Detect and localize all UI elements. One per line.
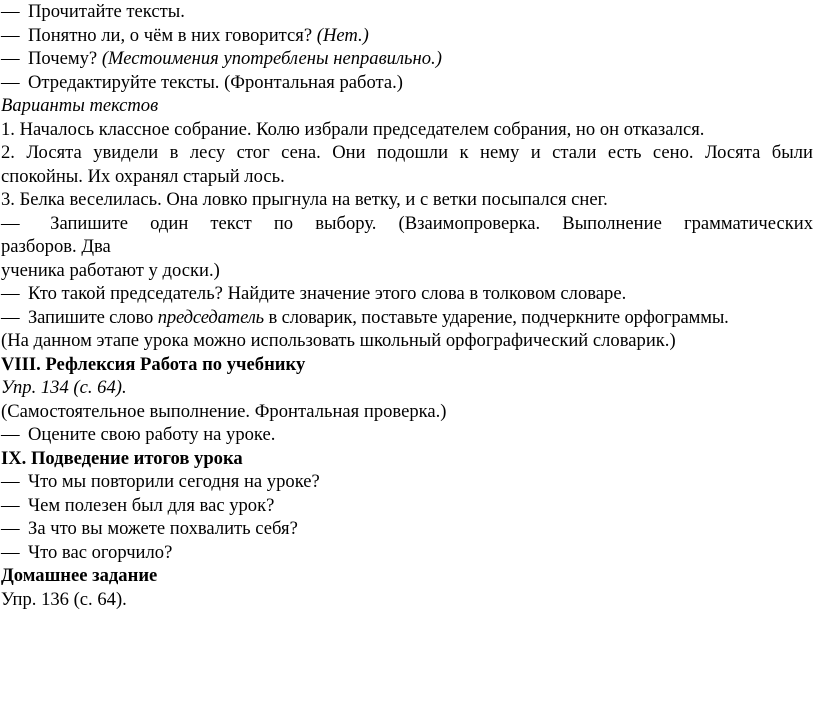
instruction-write-line-3: ученика работают у доски.) — [1, 259, 220, 281]
dash: — — [1, 1, 20, 22]
dash: — — [1, 424, 20, 445]
instruction-edit — [1, 71, 813, 95]
instruction-read-text: Прочитайте тексты. — [28, 1, 185, 22]
text-variant-2-line-2: спокойны. Их охранял старый лось. — [1, 165, 285, 187]
homework-exercise: Упр. 136 (с. 64). — [1, 588, 127, 610]
dash: — — [1, 518, 20, 539]
homework-heading: Домашнее задание — [1, 565, 158, 586]
reflection-question-1: — Что мы повторили сегодня на уроке? — [1, 471, 320, 492]
instruction-read — [1, 0, 813, 24]
question-why — [1, 47, 813, 71]
dash: — — [1, 283, 20, 304]
question-understand — [1, 24, 813, 48]
section-9-heading: IX. Подведение итогов урока — [1, 447, 243, 469]
text-variant-1: 1. Началось классное собрание. Колю избрали председателем собрания, но он отказался. — [1, 118, 705, 140]
question-why-text: Почему? — [28, 48, 98, 69]
dash: — — [1, 494, 20, 516]
instruction-write-line-1 — [1, 212, 813, 236]
answer-pronouns: (Местоимения употреблены неправильно.) — [101, 48, 442, 69]
section-8-heading: VIII. Рефлексия Работа по учебнику — [1, 353, 306, 375]
dash: — — [1, 24, 20, 46]
reflection-question-3: — За что вы можете похвалить себя? — [1, 518, 298, 539]
text-variant-3: 3. Белка веселилась. Она ловко прыгнула на ветку, и с ветки посыпался снег. — [1, 189, 608, 210]
question-evaluate — [1, 423, 813, 447]
instruction-write-text: Запишите один текст по выбору. (Взаимопроверка. Выполнение грамматических — [50, 212, 813, 234]
question-evaluate-text: Оцените свою работу на уроке. — [28, 424, 276, 445]
text-variant-2-line-1: 2. Лосята увидели в лесу стог сена. Они подошли к нему и стали есть сено. Лосята были — [1, 142, 813, 163]
teacher-note: (На данном этапе урока можно использовать школьный орфографический словарик.) — [1, 330, 676, 351]
answer-no: (Нет.) — [316, 24, 369, 46]
question-chairman — [1, 282, 813, 306]
question-chairman-text: Кто такой председатель? Найдите значение этого слова в толковом словаре. — [28, 283, 627, 304]
dash: — — [1, 471, 20, 492]
question-understand-text: Понятно ли, о чём в них говорится? — [28, 24, 313, 46]
instruction-edit-text: Отредактируйте тексты. (Фронтальная работа.) — [28, 71, 403, 93]
variants-heading: Варианты текстов — [1, 95, 159, 116]
dash: — — [1, 71, 20, 93]
reflection-question-4: — Что вас огорчило? — [1, 541, 173, 563]
dash: — — [1, 48, 20, 69]
exercise-134: Упр. 134 (с. 64). — [1, 377, 127, 398]
instruction-write-line-2: разборов. Два — [1, 236, 111, 257]
word-chairman: председатель — [157, 306, 264, 328]
dash: — — [1, 306, 20, 328]
instruction-dictionary: — Запишите слово председатель в словарик, поставьте ударение, подчеркните орфограммы. — [1, 306, 729, 328]
self-work-note: (Самостоятельное выполнение. Фронтальная проверка.) — [1, 400, 447, 422]
reflection-question-2: — Чем полезен был для вас урок? — [1, 494, 275, 516]
dash: — — [1, 212, 20, 234]
dash: — — [1, 541, 20, 563]
